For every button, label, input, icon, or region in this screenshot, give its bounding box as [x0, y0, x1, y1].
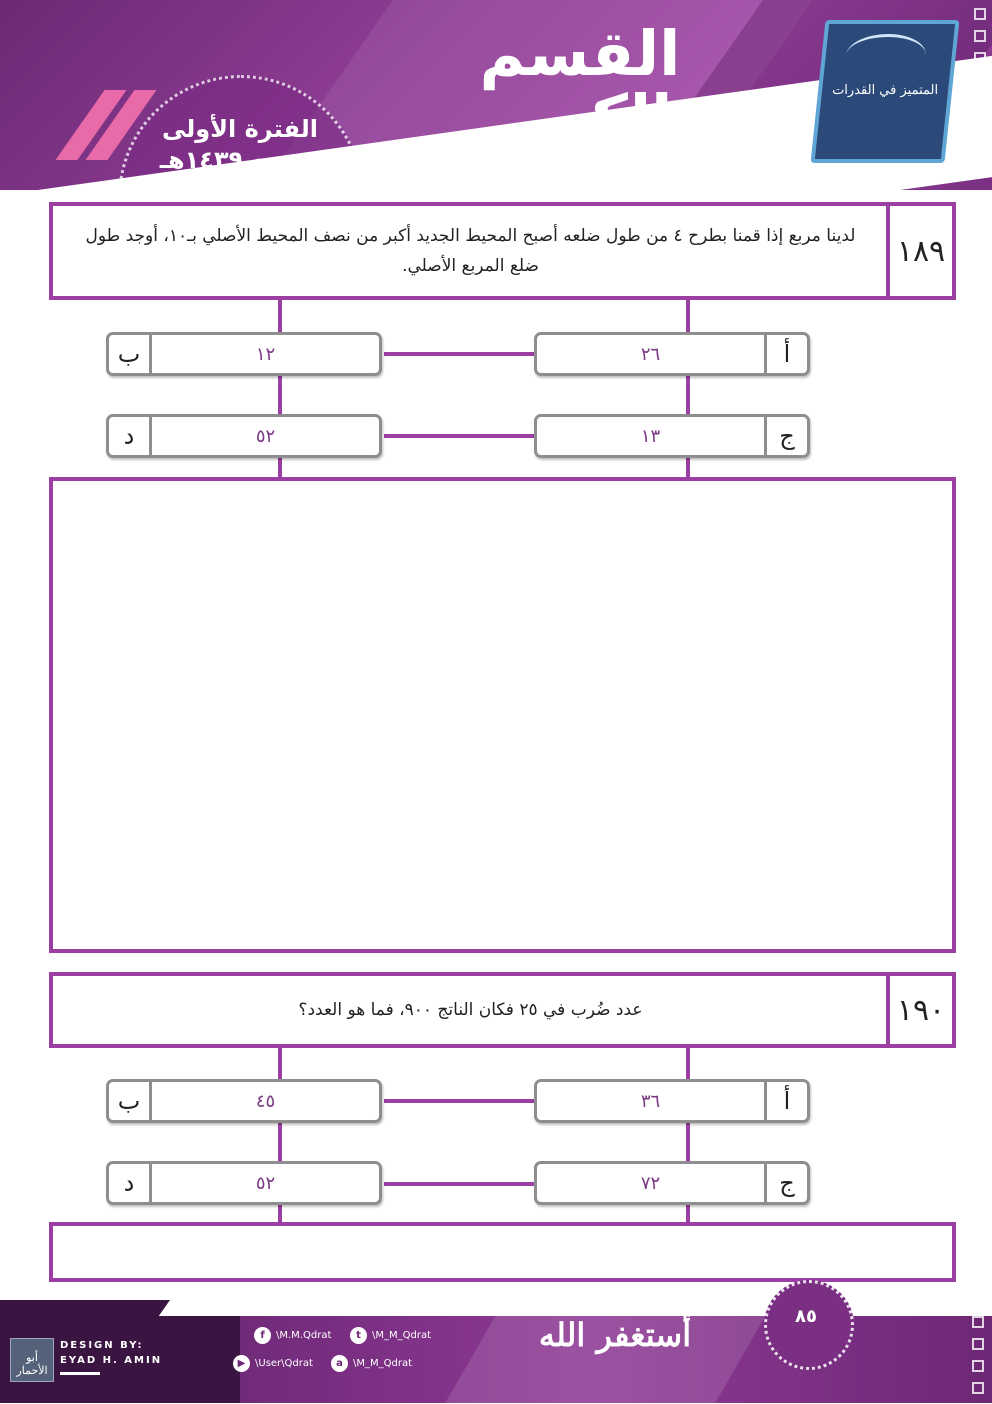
- option-value: ٤٥: [255, 1090, 276, 1112]
- option-value: ٧٢: [640, 1172, 661, 1194]
- twitter-icon: t: [350, 1327, 367, 1344]
- option-letter: ب: [109, 335, 152, 373]
- option-b-189[interactable]: [106, 332, 382, 376]
- option-c-189[interactable]: [534, 414, 810, 458]
- facebook-icon: f: [254, 1327, 271, 1344]
- question-190-number: ١٩٠: [886, 976, 952, 1044]
- brand-logo: [810, 20, 959, 163]
- social-handle: \User\Qdrat: [255, 1358, 313, 1369]
- social-youtube[interactable]: [233, 1355, 313, 1372]
- social-ask[interactable]: [331, 1355, 412, 1372]
- period-title: الفترة الأولى: [161, 115, 319, 143]
- page-header: [0, 0, 992, 190]
- option-a-189[interactable]: [534, 332, 810, 376]
- option-letter: د: [109, 417, 152, 455]
- social-facebook[interactable]: [254, 1327, 331, 1344]
- side-dots: [974, 8, 986, 96]
- option-a-190[interactable]: [534, 1079, 810, 1123]
- answer-work-area-189[interactable]: [49, 477, 956, 953]
- question-190-box: [49, 972, 956, 1048]
- social-handle: \M_M_Qdrat: [353, 1358, 413, 1369]
- connector-line: [384, 1099, 536, 1103]
- designer-name: EYAD H. AMIN: [60, 1355, 163, 1366]
- option-b-190[interactable]: [106, 1079, 382, 1123]
- option-letter: ب: [109, 1082, 152, 1120]
- option-value: ٥٢: [255, 1172, 276, 1194]
- footer-side-dots: [972, 1316, 984, 1404]
- section-title: [400, 17, 760, 154]
- option-letter: أ: [764, 335, 807, 373]
- option-value: ٣٦: [640, 1090, 661, 1112]
- ask-icon: a: [331, 1355, 348, 1372]
- option-value: ١٢: [255, 343, 276, 365]
- calligraphy-text: أستغفر الله: [538, 1316, 692, 1354]
- book-icon: [844, 34, 929, 77]
- question-189-text: لدينا مربع إذا قمنا بطرح ٤ من طول ضلعه أصبح المحيط الجديد أكبر من نصف المحيط الأصلي بـ١٠، أوجد طول ضلع المربع الأصلي.: [85, 226, 856, 276]
- period-subtitle: تجميع ١٤٣٩هـ: [159, 146, 321, 174]
- designer-logo-text: أبو الأحمار: [16, 1351, 48, 1377]
- design-credit: [60, 1338, 162, 1368]
- option-value: ٥٢: [255, 425, 276, 447]
- designer-logo: [10, 1338, 54, 1382]
- question-189-number: ١٨٩: [886, 206, 952, 296]
- page-number: ٨٥: [795, 1306, 817, 1327]
- connector-line: [384, 434, 536, 438]
- option-letter: أ: [764, 1082, 807, 1120]
- connector-line: [384, 1182, 536, 1186]
- option-value: ٢٦: [640, 343, 661, 365]
- question-189-box: [49, 202, 956, 300]
- social-handle: \M_M_Qdrat: [372, 1330, 432, 1341]
- section-title-line1: القسم: [479, 17, 681, 90]
- option-d-190[interactable]: [106, 1161, 382, 1205]
- option-value: ١٣: [640, 425, 661, 447]
- question-190-text: عدد ضُرب في ٢٥ فكان الناتج ٩٠٠، فما هو العدد؟: [298, 1000, 643, 1020]
- option-d-189[interactable]: [106, 414, 382, 458]
- option-c-190[interactable]: [534, 1161, 810, 1205]
- design-by-label: DESIGN BY:: [60, 1340, 144, 1351]
- social-handle: \M.M.Qdrat: [276, 1330, 332, 1341]
- youtube-icon: ▶: [233, 1355, 250, 1372]
- footer-white-cut: [159, 1300, 992, 1316]
- connector-line: [384, 352, 536, 356]
- answer-work-area-190[interactable]: [49, 1222, 956, 1282]
- social-twitter[interactable]: [350, 1327, 431, 1344]
- option-letter: ج: [764, 1164, 807, 1202]
- section-title-line2: الكمي: [487, 81, 673, 154]
- logo-text: المتميز في القدرات: [832, 83, 939, 98]
- credit-underline: [60, 1372, 100, 1375]
- option-letter: ج: [764, 417, 807, 455]
- option-letter: د: [109, 1164, 152, 1202]
